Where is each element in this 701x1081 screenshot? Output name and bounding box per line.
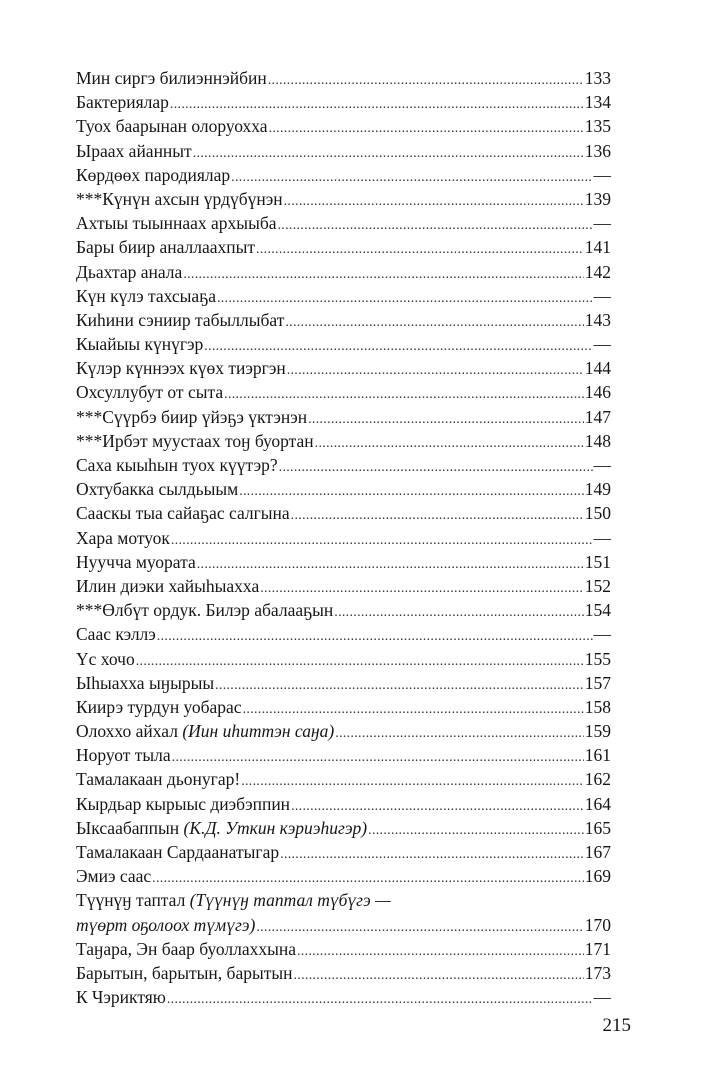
dot-leader	[308, 408, 584, 432]
toc-entry-page: 161	[584, 745, 611, 766]
toc-entry-title	[76, 985, 166, 1009]
toc-entry-title-text: Ахтыы тыыннаах архыыба	[76, 213, 277, 234]
toc-entry-page: 159	[584, 721, 611, 742]
toc-entry-title	[76, 961, 293, 985]
toc-entry-subtitle: (Түүнүӈ таптал түбүгэ —	[189, 890, 391, 911]
toc-entry-title	[76, 501, 290, 525]
toc-entry-title-text: Тамалакаан дьонугар!	[76, 769, 241, 790]
toc-entry-title	[76, 114, 268, 138]
table-of-contents	[76, 66, 611, 1009]
toc-entry-subtitle: (К.Д. Уткин кэриэһигэр)	[183, 817, 368, 838]
toc-entry-page: 146	[584, 382, 611, 403]
toc-entry-page: 167	[584, 842, 611, 862]
dot-leader	[278, 214, 593, 238]
toc-entry-page: —	[593, 213, 611, 234]
toc-entry	[76, 550, 611, 574]
toc-entry-title-text: Таӈара, Эн баар буоллаххына	[76, 938, 296, 959]
toc-entry-page: 154	[584, 600, 611, 621]
toc-entry-title	[76, 816, 367, 840]
toc-entry-title	[76, 719, 334, 743]
toc-entry	[76, 114, 611, 138]
toc-entry	[76, 260, 611, 284]
toc-entry-title-text: Мин сиргэ билиэннэйбин	[76, 68, 267, 88]
toc-entry-title-text: Эмиэ саас	[76, 866, 152, 887]
toc-entry	[76, 477, 611, 501]
toc-entry	[76, 671, 611, 695]
toc-entry	[76, 66, 611, 90]
toc-entry-title	[76, 90, 169, 114]
toc-entry-page: 157	[584, 672, 611, 693]
toc-entry-title	[76, 574, 259, 598]
toc-entry-page: 148	[584, 430, 611, 451]
toc-entry-title-text: Киһини сэниир табыллыбат	[76, 309, 285, 330]
toc-entry-title	[76, 767, 240, 791]
toc-entry	[76, 429, 611, 453]
toc-entry-page: —	[593, 164, 611, 185]
toc-entry-page: 171	[584, 938, 611, 959]
toc-entry-page: 169	[584, 866, 611, 887]
toc-entry	[76, 937, 611, 961]
toc-entry-page: —	[593, 987, 611, 1008]
toc-entry-title-text: К Чэриктяю	[76, 987, 166, 1008]
toc-entry-page: 155	[584, 648, 611, 669]
toc-entry-title	[76, 792, 290, 816]
toc-entry-page: 149	[584, 479, 611, 500]
dot-leader	[368, 819, 584, 843]
dot-leader	[256, 916, 583, 940]
toc-entry	[76, 695, 611, 719]
toc-entry-title	[76, 840, 279, 864]
toc-entry-page: —	[593, 624, 611, 645]
dot-leader	[284, 190, 584, 214]
toc-entry-page: 173	[584, 962, 611, 983]
toc-entry	[76, 501, 611, 525]
toc-entry	[76, 380, 611, 404]
toc-entry-title-text: Көрдөөх пародиялар	[76, 164, 231, 185]
toc-entry-page: 165	[584, 817, 611, 838]
toc-entry-title	[76, 211, 277, 235]
toc-entry-title	[76, 864, 151, 888]
toc-entry-subtitle: (Иин иһиттэн саӈа)	[182, 721, 335, 742]
toc-entry-title	[76, 550, 196, 574]
toc-entry-title-text: Барытын, барытын, барытын	[76, 962, 293, 983]
toc-entry-title	[76, 356, 286, 380]
toc-entry	[76, 574, 611, 598]
toc-entry-title-text: Илин диэки хайыһыахха	[76, 575, 260, 596]
toc-entry-title-text: Нуучча муората	[76, 551, 196, 572]
toc-entry-title-text: Ыксаабаппын	[76, 817, 184, 838]
toc-entry-title	[76, 937, 296, 961]
toc-entry-title-text: Саас кэллэ	[76, 624, 156, 645]
toc-entry-title-text: Саха кыыһын туох күүтэр?	[76, 455, 278, 475]
toc-entry	[76, 405, 611, 429]
toc-entry-page: —	[593, 285, 611, 306]
toc-entry-title-text: Кырдьар кырыыс диэбэппин	[76, 793, 291, 814]
toc-entry-title	[76, 526, 170, 550]
toc-entry	[76, 211, 611, 235]
toc-entry-title	[76, 671, 214, 695]
toc-entry	[76, 598, 611, 622]
toc-entry	[76, 622, 611, 646]
dot-leader	[269, 117, 584, 141]
toc-entry	[76, 356, 611, 380]
toc-entry-title	[76, 66, 267, 90]
toc-entry	[76, 647, 611, 671]
toc-entry-subtitle: түөрт оҕолоох түмүгэ)	[76, 914, 256, 935]
toc-entry	[76, 235, 611, 259]
toc-entry-title-text: Туох баарынан олоруохха	[76, 116, 268, 137]
dot-leader	[291, 504, 584, 528]
toc-entry-title-text: ***Сүүрбэ биир үйэҕэ үктэнэн	[76, 406, 308, 427]
dot-leader	[297, 940, 584, 964]
toc-entry-title	[76, 308, 284, 332]
dot-leader	[335, 722, 584, 746]
toc-entry	[76, 961, 611, 985]
toc-entry-page: 141	[584, 237, 611, 258]
toc-entry-wrapped-line-2	[76, 913, 611, 937]
toc-entry-title-text: Сааскы тыа сайаҕас салгына	[76, 503, 290, 524]
toc-entry-page: 162	[584, 769, 611, 790]
toc-entry	[76, 187, 611, 211]
toc-entry-page: —	[593, 455, 611, 475]
toc-entry-title-text: Охсуллубут от сыта	[76, 382, 224, 403]
toc-entry-title	[76, 380, 223, 404]
dot-leader	[268, 69, 584, 93]
toc-entry-page: 143	[584, 309, 611, 330]
toc-entry-page: 164	[584, 793, 611, 814]
toc-entry-title-text: Бактериялар	[76, 92, 169, 113]
toc-entry	[76, 139, 611, 163]
toc-entry	[76, 864, 611, 888]
toc-entry-page: —	[593, 334, 611, 355]
toc-entry-page: 147	[584, 406, 611, 427]
toc-entry-title-text: Бары биир аналлаахпыт	[76, 237, 256, 258]
toc-entry-title-text: Хара мотуок	[76, 527, 170, 548]
dot-leader	[171, 529, 593, 553]
toc-entry-title	[76, 453, 278, 477]
toc-entry-title	[76, 477, 238, 501]
toc-entry-title	[76, 139, 192, 163]
toc-entry	[76, 526, 611, 550]
toc-entry-title-text: ***Өлбүт ордук. Билэр абалааҕын	[76, 600, 334, 621]
dot-leader	[334, 601, 583, 625]
dot-leader	[256, 238, 584, 262]
toc-entry-page: 158	[584, 696, 611, 717]
toc-entry-title-text: ***Ирбэт муустаах тоӈ буортан	[76, 430, 314, 451]
toc-entry-page: 142	[584, 261, 611, 282]
toc-entry	[76, 743, 611, 767]
toc-entry-page: 150	[584, 503, 611, 524]
toc-entry-page: 151	[584, 551, 611, 572]
dot-leader	[167, 988, 593, 1012]
toc-entry-title-text: Кыайыы күнүгэр	[76, 334, 204, 355]
toc-entry-title-text: Күн күлэ тахсыаҕа	[76, 285, 216, 306]
dot-leader	[315, 432, 584, 456]
toc-entry-title-text: Киирэ турдун уобарас	[76, 696, 242, 717]
toc-entry	[76, 308, 611, 332]
toc-entry	[76, 792, 611, 816]
toc-entry-page: —	[593, 527, 611, 548]
toc-entry	[76, 90, 611, 114]
page-number: 215	[602, 1015, 631, 1036]
toc-entry	[76, 816, 611, 840]
toc-entry-title	[76, 284, 216, 308]
toc-entry-title-text: Норуот тыла	[76, 745, 171, 766]
toc-entry-title	[76, 405, 307, 429]
toc-entry-title-text: Дьахтар анала	[76, 261, 183, 282]
toc-entry-title	[76, 235, 255, 259]
dot-leader	[215, 674, 584, 698]
toc-entry-title	[76, 332, 203, 356]
toc-entry-page: 134	[584, 92, 611, 113]
toc-entry-page: 170	[584, 914, 611, 935]
dot-leader	[193, 142, 584, 166]
toc-entry-title	[76, 622, 156, 646]
toc-entry	[76, 985, 611, 1009]
toc-entry	[76, 840, 611, 864]
toc-entry	[76, 453, 611, 477]
dot-leader	[279, 456, 593, 480]
toc-entry-title	[76, 187, 283, 211]
dot-leader	[157, 625, 593, 649]
toc-entry	[76, 163, 611, 187]
toc-entry	[76, 284, 611, 308]
toc-entry-title	[76, 163, 230, 187]
toc-entry-wrapped-line-1	[76, 888, 611, 912]
toc-entry-page: 139	[584, 188, 611, 209]
toc-entry-title-text: Үс хочо	[76, 648, 135, 669]
dot-leader	[287, 359, 584, 383]
toc-entry-title	[76, 913, 255, 937]
toc-entry-title	[76, 888, 391, 912]
dot-leader	[231, 166, 592, 190]
toc-entry	[76, 767, 611, 791]
toc-entry-title	[76, 429, 314, 453]
toc-entry-title-text: Ыһыахха ыӈырыы	[76, 672, 215, 693]
toc-entry-title-text: Түүнүӈ таптал	[76, 890, 190, 911]
toc-entry-title-text: Тамалакаан Сардаанатыгар	[76, 842, 280, 862]
toc-entry-title	[76, 647, 135, 671]
toc-entry	[76, 719, 611, 743]
toc-entry-title	[76, 260, 182, 284]
toc-entry-title	[76, 743, 171, 767]
dot-leader	[239, 480, 584, 504]
toc-entry-page: 144	[584, 358, 611, 379]
toc-entry	[76, 332, 611, 356]
toc-entry-page: 136	[584, 140, 611, 161]
toc-entry-title-text: Охтубакка сылдьыым	[76, 479, 239, 500]
toc-entry-title	[76, 695, 242, 719]
toc-entry-title-text: Күлэр күннээх күөх тиэргэн	[76, 358, 286, 379]
toc-entry-title-text: Ыраах айанныт	[76, 140, 192, 161]
dot-leader	[241, 770, 584, 794]
dot-leader	[280, 843, 584, 867]
dot-leader	[285, 311, 583, 335]
toc-entry-page: 133	[584, 68, 611, 88]
dot-leader	[183, 263, 583, 287]
toc-entry-title-text: ***Күнүн ахсын үрдүбүнэн	[76, 188, 283, 209]
toc-entry-title	[76, 598, 333, 622]
toc-entry-page: 152	[584, 575, 611, 596]
toc-entry-page: 135	[584, 116, 611, 137]
dot-leader	[294, 964, 584, 988]
toc-entry-title-text: Олоххо айхал	[76, 721, 183, 742]
